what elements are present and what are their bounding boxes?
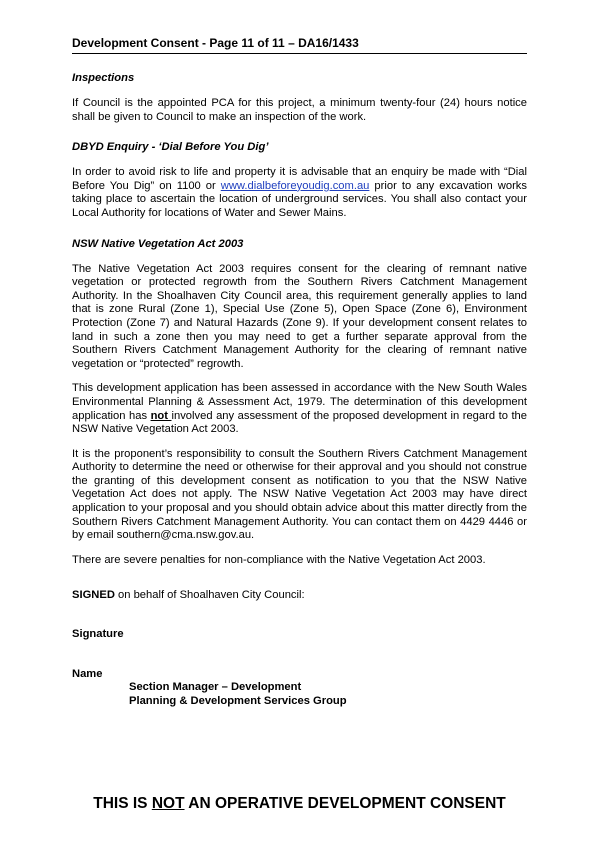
footer-notice [0, 795, 599, 813]
footer-part-2: NOT [151, 795, 185, 812]
paragraph-nsw-4: There are severe penalties for non-compliance with the Native Vegetation Act 2003. [72, 553, 486, 566]
paragraph-nsw-3: It is the proponent’s responsibility to consult the Southern Rivers Catchment Management Authority to determine the need or otherwise for their approval and you should not construe the granting of this development consent as notification to you that the NSW Native Vegetation Act does not apply. The NSW Native Vegetation Act 2003 may have direct application to your proposal and you should obtain advice about this matter directly from the Southern Rivers Catchment Management Authority. You can contact them on 4429 4446 or by email southern@cma.nsw.gov.au. [72, 447, 527, 542]
footer-part-1: THIS IS [93, 795, 152, 812]
page-header: Development Consent - Page 11 of 11 – DA16/1433 [72, 36, 527, 54]
role-line-1: Section Manager – Development [129, 681, 302, 694]
signed-rest: on behalf of Shoalhaven City Council: [114, 589, 305, 602]
nsw-2-after: involved any assessment of the proposed development in regard to the NSW Native Vegetation Act 2003. [72, 409, 527, 436]
paragraph-nsw-1: The Native Vegetation Act 2003 requires consent for the clearing of remnant native vegetation or protected regrowth from the Southern Rivers Catchment Management Authority. In the Shoalhaven City Council area, this requirement generally applies to land that is zone Rural (Zone 1), Special Use (Zone 5), Open Space (Zone 6), Environment Protection (Zone 7) and Natural Hazards (Zone 9). If your development consent relates to land in such a zone then you may need to get a further separate approval from the Southern Rivers Catchment Management Authority for the clearing of remnant native vegetation or “protected” regrowth. [72, 262, 527, 370]
nsw-2-before: This development application has been assessed in accordance with the New South Wales Environmental Planning & Assessment Act, 1979. The determination of this development application has [72, 382, 527, 422]
role-line-2: Planning & Development Services Group [129, 695, 347, 708]
footer-part-3: AN OPERATIVE DEVELOPMENT CONSENT [184, 795, 506, 812]
signature-label: Signature [72, 628, 124, 641]
paragraph-dbyd [72, 166, 527, 220]
section-heading-dbyd: DBYD Enquiry - ‘Dial Before You Dig’ [72, 141, 269, 154]
section-heading-native-vegetation: NSW Native Vegetation Act 2003 [72, 237, 244, 250]
document-body [72, 71, 527, 708]
dbyd-text-before: In order to avoid risk to life and property it is advisable that an enquiry be made with “Dial Before You Dig” on 1100 or [72, 166, 527, 192]
dbyd-text-after: prior to any excavation works taking place to ascertain the location of underground services. You shall also contact your Local Authority for locations of Water and Sewer Mains. [72, 179, 527, 219]
section-heading-inspections: Inspections [72, 72, 135, 84]
nsw-2-emphasis: not [150, 409, 172, 422]
dbyd-link[interactable]: www.dialbeforeyoudig.com.au [220, 179, 370, 192]
signed-line [72, 589, 527, 601]
name-label: Name [72, 668, 103, 681]
paragraph-inspections: If Council is the appointed PCA for this project, a minimum twenty-four (24) hours notice shall be given to Council to make an inspection of the work. [72, 97, 527, 123]
signed-label: SIGNED [72, 589, 115, 602]
paragraph-nsw-2 [72, 382, 527, 436]
